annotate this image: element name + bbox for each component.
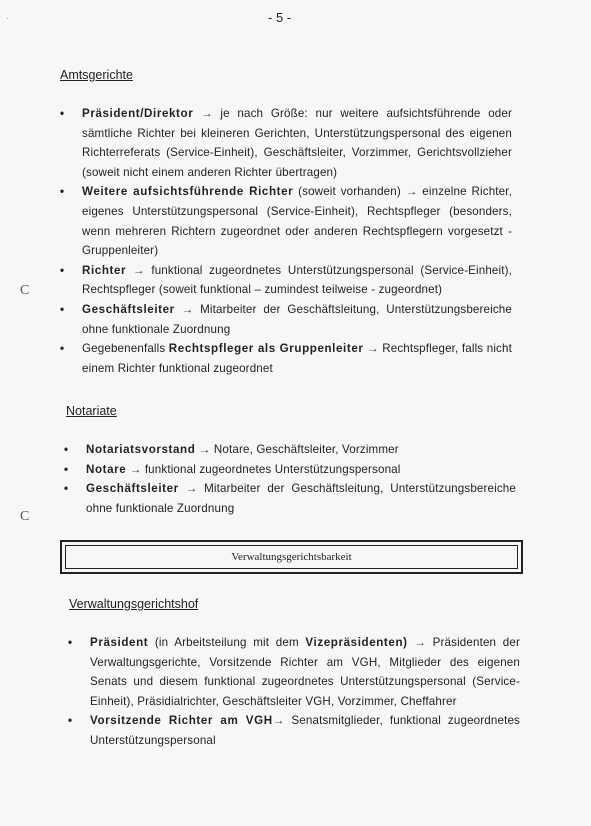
list-item: • Präsident (in Arbeitsteilung mit dem Vizepräsidenten) → Präsidenten der Verwaltungsgerichte, Vorsitzende Richter am VGH, Mitglieder des eigenen Senats und diesem funktional zugeordnetes Unterstützungspersonal (Service-Einheit), Präsidialrichter, Geschäftsleiter VGH, Vorzimmer, Cheffahrer bbox=[68, 633, 520, 711]
page-number: - 5 - bbox=[268, 10, 292, 25]
bullet: • bbox=[64, 443, 69, 456]
notariate-list bbox=[64, 440, 516, 518]
margin-mark: C bbox=[20, 283, 30, 298]
bullet: • bbox=[60, 302, 65, 316]
bullet: • bbox=[60, 342, 65, 356]
bullet: • bbox=[60, 263, 65, 277]
list-item: • Richter → funktional zugeordnetes Unterstützungspersonal (Service-Einheit), Rechtspfleger (soweit funktional – zumindest teilweise - zugeordnet) bbox=[60, 261, 512, 300]
list-item: • Notariatsvorstand → Notare, Geschäftsleiter, Vorzimmer bbox=[64, 440, 516, 460]
section-banner bbox=[60, 540, 523, 574]
banner-label: Verwaltungsgerichtsbarkeit bbox=[65, 545, 518, 569]
list-item: • Präsident/Direktor → je nach Größe: nur weitere aufsichtsführende oder sämtliche Richter bei kleineren Gerichten, Unterstützungspersonal des eigenen Richterreferats (Service-Einheit), Geschäftsleiter, Vorzimmer, Gerichtsvollzieher (soweit nicht einem anderen Richter übertragen) bbox=[60, 104, 512, 182]
section-heading-vgh: Verwaltungsgerichtshof bbox=[69, 597, 199, 611]
bullet: • bbox=[64, 462, 69, 476]
scan-speck: · bbox=[6, 14, 9, 23]
bullet: • bbox=[68, 636, 73, 649]
list-item: • Weitere aufsichtsführende Richter (soweit vorhanden) → einzelne Richter, eigenes Unterstützungspersonal (Service-Einheit), Rechtspfleger (besonders, wenn mehreren Richtern zugeordnet oder anderen Rechtspflegern vorgesetzt - Gruppenleiter) bbox=[60, 182, 512, 260]
section-heading-notariate: Notariate bbox=[66, 404, 117, 418]
list-item: • Gegebenenfalls Rechtspfleger als Gruppenleiter → Rechtspfleger, falls nicht einem Richter funktional zugeordnet bbox=[60, 339, 512, 378]
bullet: • bbox=[60, 107, 65, 120]
vgh-list bbox=[68, 633, 520, 751]
list-item: • Geschäftsleiter → Mitarbeiter der Geschäftsleitung, Unterstützungsbereiche ohne funktionale Zuordnung bbox=[64, 479, 516, 518]
list-item: • Vorsitzende Richter am VGH→ Senatsmitglieder, funktional zugeordnetes Unterstützungspersonal bbox=[68, 711, 520, 750]
list-item: • Notare → funktional zugeordnetes Unterstützungspersonal bbox=[64, 460, 516, 480]
bullet: • bbox=[60, 185, 65, 199]
list-item: • Geschäftsleiter → Mitarbeiter der Geschäftsleitung, Unterstützungsbereiche ohne funktionale Zuordnung bbox=[60, 300, 512, 339]
bullet: • bbox=[68, 714, 73, 728]
bullet: • bbox=[64, 482, 69, 496]
amtsgerichte-list bbox=[60, 104, 512, 378]
margin-mark: C bbox=[20, 509, 30, 524]
section-heading-amtsgerichte: Amtsgerichte bbox=[60, 68, 133, 82]
